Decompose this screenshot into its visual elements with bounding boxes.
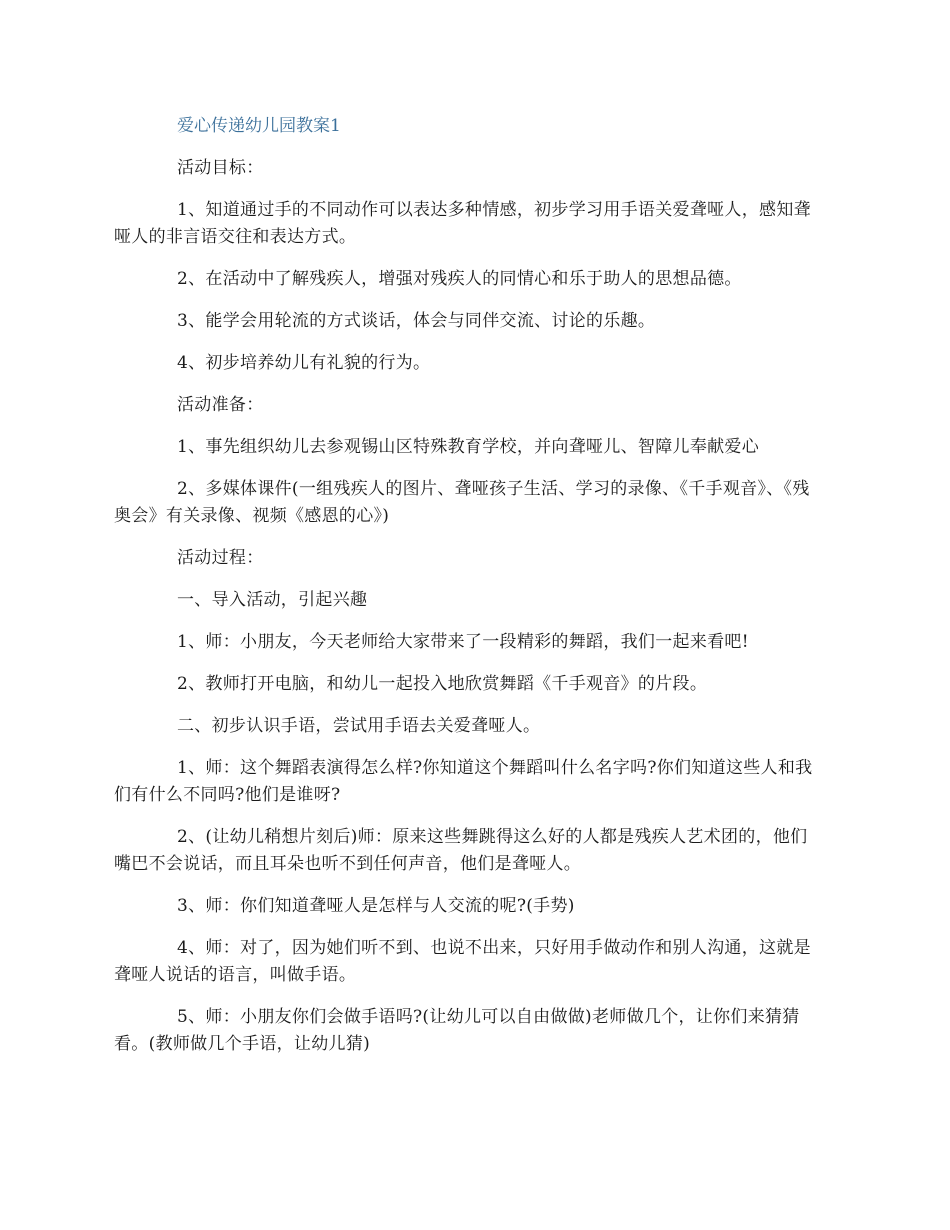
paragraph: 2、在活动中了解残疾人，增强对残疾人的同情心和乐于助人的思想品德。: [177, 269, 742, 289]
paragraph: 1、事先组织幼儿去参观锡山区特殊教育学校，并向聋哑儿、智障儿奉献爱心: [177, 437, 760, 457]
paragraph: 3、师：你们知道聋哑人是怎样与人交流的呢?(手势): [177, 896, 575, 916]
section-heading-process: 活动过程：: [177, 548, 264, 568]
paragraph: 1、知道通过手的不同动作可以表达多种情感，初步学习用手语关爱聋哑人，感知聋哑人的非言语交往和表达方式。: [114, 200, 811, 247]
subsection-heading: 二、初步认识手语，尝试用手语去关爱聋哑人。: [177, 716, 541, 736]
document-body: [114, 112, 814, 1073]
paragraph: 2、多媒体课件(一组残疾人的图片、聋哑孩子生活、学习的录像、《千手观音》、《残奥会》有关录像、视频《感恩的心》): [114, 479, 810, 526]
subsection-heading: 一、导入活动，引起兴趣: [177, 590, 368, 610]
paragraph: 1、师：这个舞蹈表演得怎么样?你知道这个舞蹈叫什么名字吗?你们知道这些人和我们有什么不同吗?他们是谁呀?: [114, 758, 813, 805]
paragraph: 3、能学会用轮流的方式谈话，体会与同伴交流、讨论的乐趣。: [177, 311, 656, 331]
paragraph: 2、(让幼儿稍想片刻后)师：原来这些舞跳得这么好的人都是残疾人艺术团的，他们嘴巴不会说话，而且耳朵也听不到任何声音，他们是聋哑人。: [114, 827, 808, 874]
paragraph: 5、师：小朋友你们会做手语吗?(让幼儿可以自由做做)老师做几个，让你们来猜猜看。(教师做几个手语，让幼儿猜): [114, 1007, 800, 1054]
section-heading-preparation: 活动准备：: [177, 395, 264, 415]
paragraph: 4、初步培养幼儿有礼貌的行为。: [177, 353, 431, 373]
paragraph: 2、教师打开电脑，和幼儿一起投入地欣赏舞蹈《千手观音》的片段。: [177, 674, 708, 694]
paragraph: 1、师：小朋友，今天老师给大家带来了一段精彩的舞蹈，我们一起来看吧!: [177, 632, 749, 652]
paragraph: 4、师：对了，因为她们听不到、也说不出来，只好用手做动作和别人沟通，这就是聋哑人说话的语言，叫做手语。: [114, 938, 811, 985]
document-title: 爱心传递幼儿园教案1: [177, 116, 341, 136]
section-heading-goals: 活动目标：: [177, 158, 264, 178]
